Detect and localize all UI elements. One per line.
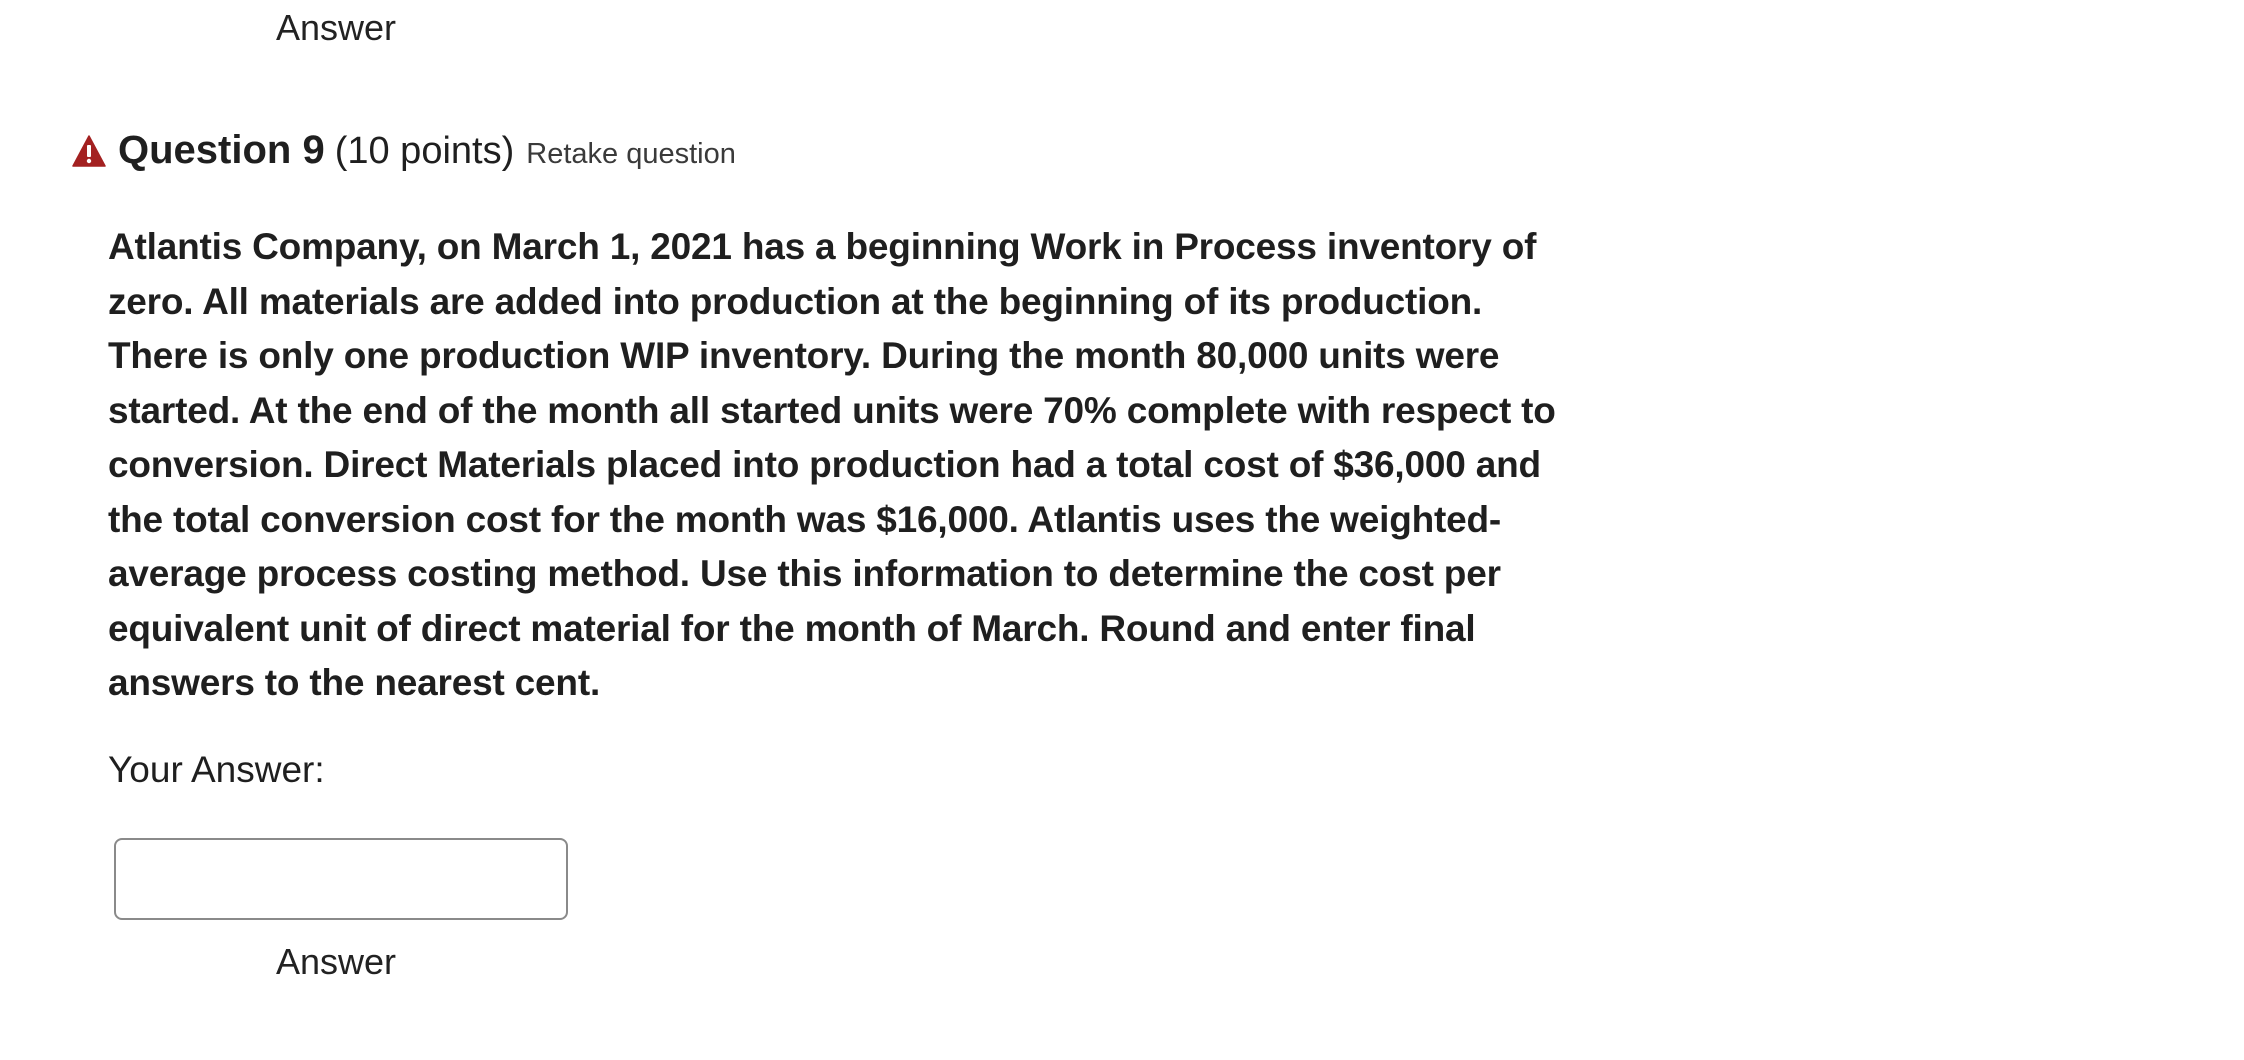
- question-text: Atlantis Company, on March 1, 2021 has a beginning Work in Process inventory of zero. All materials are added into production at the beginning of its production. There is only one production WIP inventory. During the month 80,000 units were started. At the end of the month all started units were 70% complete with respect to conversion. Direct Materials placed into production had a total cost of $36,000 and the total conversion cost for the month was $16,000. Atlantis uses the weighted-average process costing method. Use this information to determine the cost per equivalent unit of direct material for the month of March. Round and enter final answers to the nearest cent.: [108, 226, 1556, 703]
- retake-question-link[interactable]: Retake question: [526, 138, 736, 170]
- question-title: Question 9: [118, 128, 325, 172]
- your-answer-label: Your Answer:: [108, 749, 325, 790]
- warning-icon: [72, 135, 106, 167]
- question-points: (10 points): [334, 130, 515, 172]
- answer-label: Answer: [276, 941, 397, 982]
- question-header: [72, 128, 736, 173]
- previous-answer-label: Answer: [276, 7, 397, 48]
- answer-input[interactable]: [114, 838, 568, 920]
